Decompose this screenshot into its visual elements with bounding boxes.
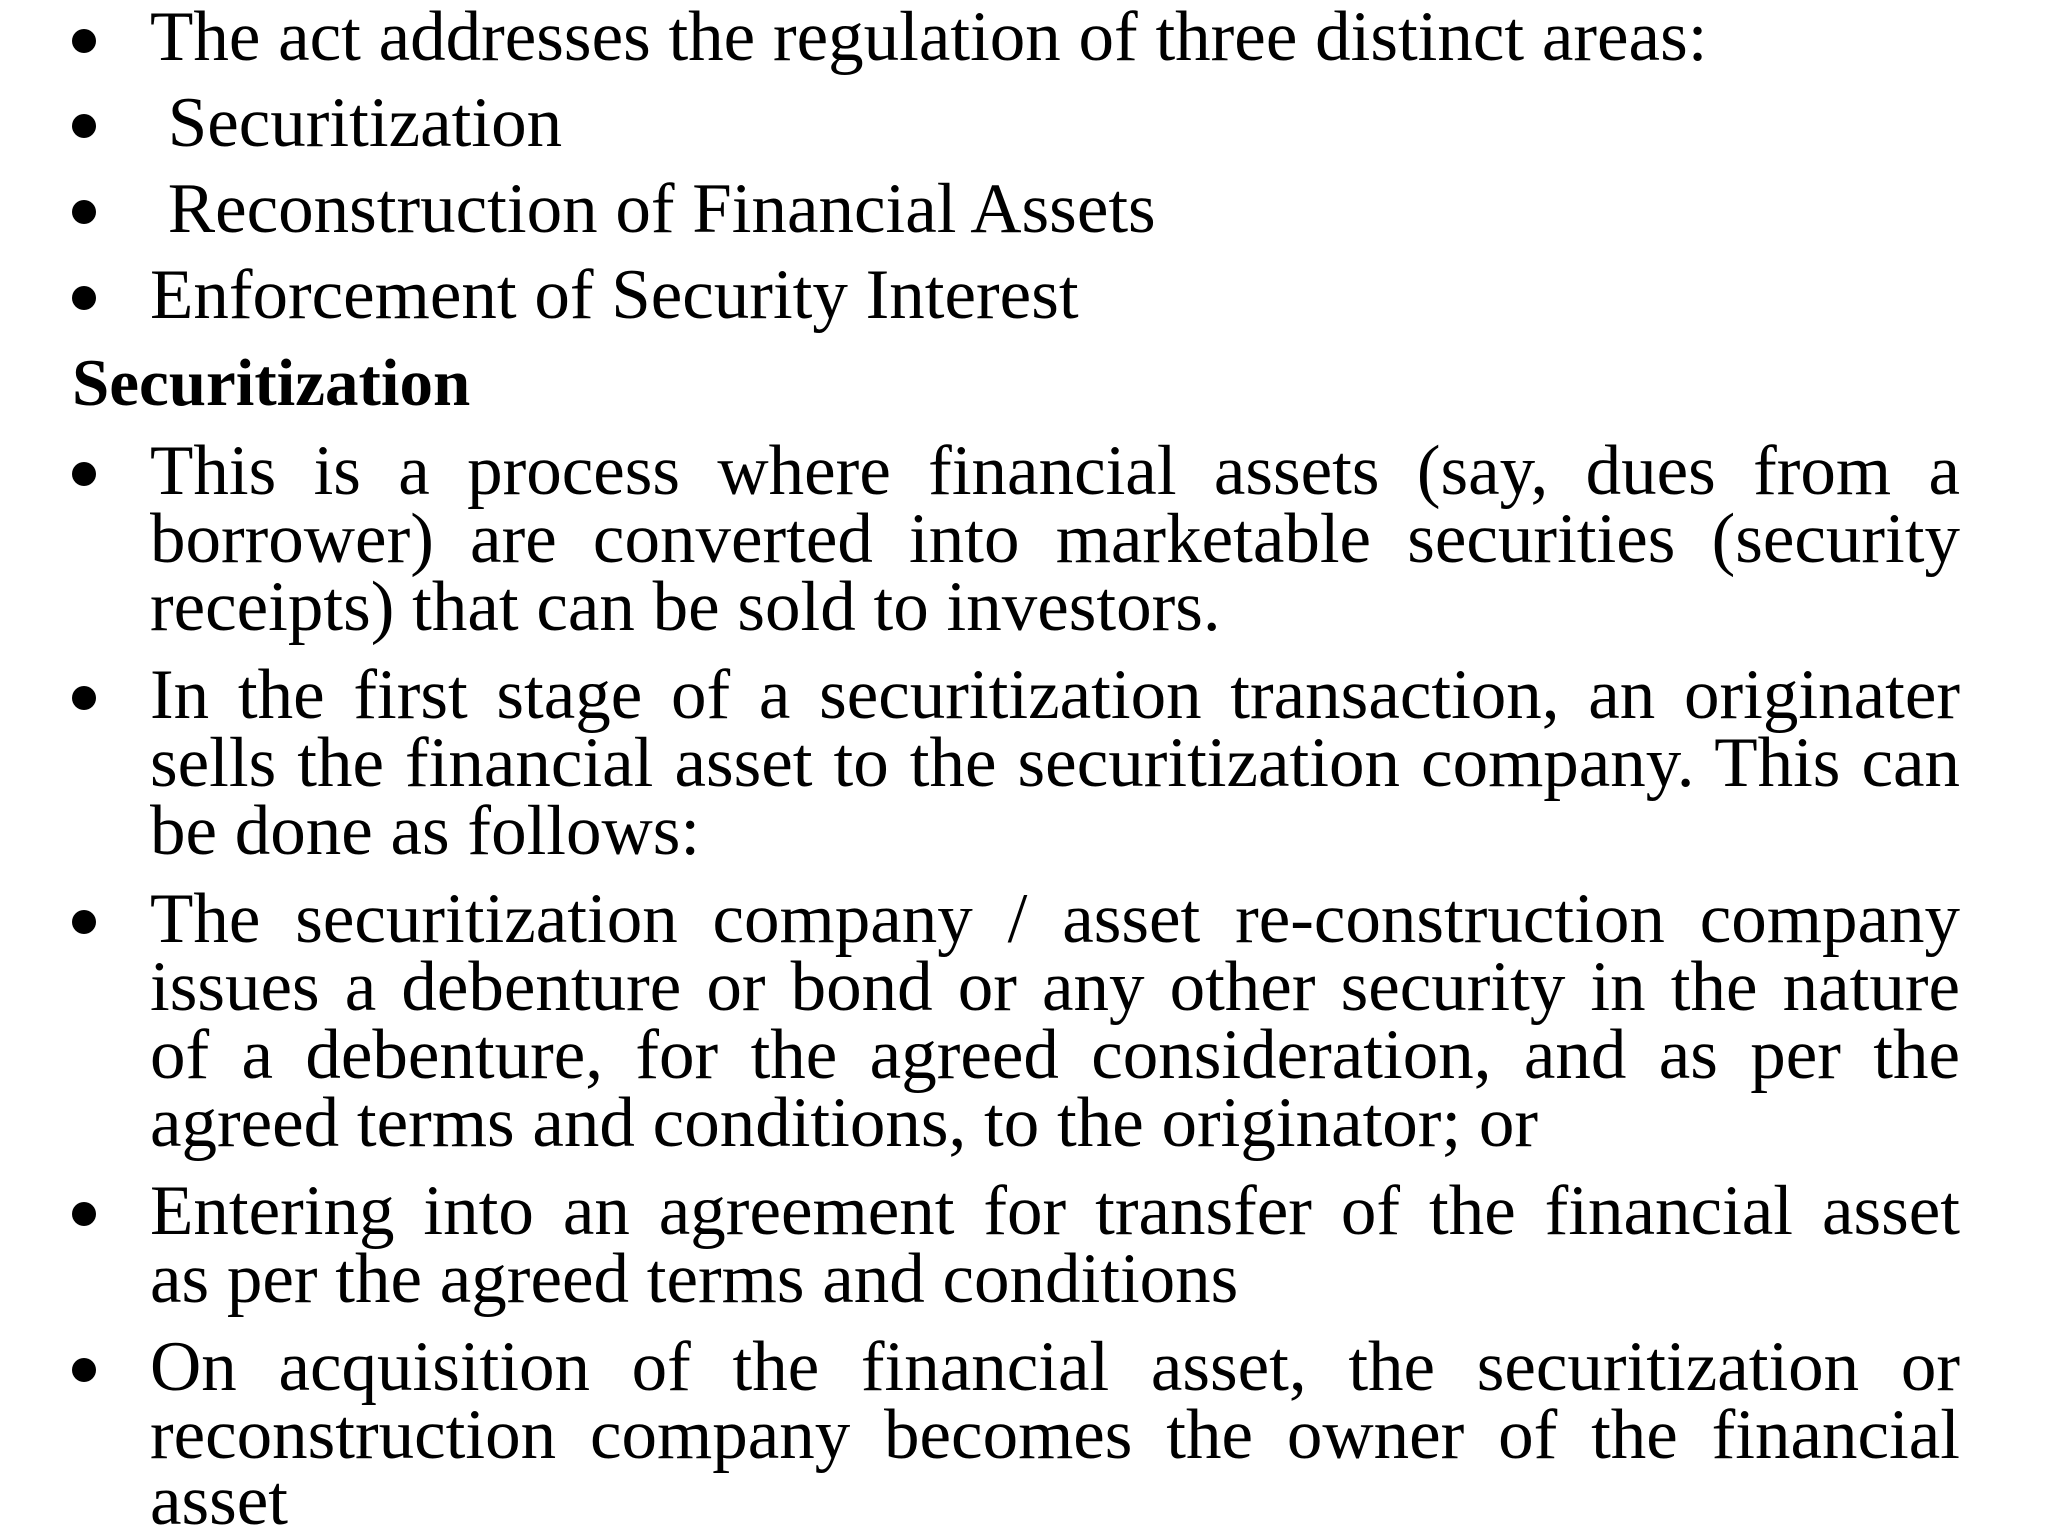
- bullet-icon: [72, 686, 96, 710]
- bullet-line: This is a process where financial assets (say, dues from a: [150, 432, 1960, 510]
- bullet-line: as per the agreed terms and conditions: [150, 1240, 1239, 1318]
- bullet-line: reconstruction company becomes the owner of the financial: [150, 1396, 1960, 1474]
- section-heading: Securitization: [72, 346, 471, 420]
- bullet-line: receipts) that can be sold to investors.: [150, 568, 1221, 646]
- bullet-line: On acquisition of the financial asset, the securitization or: [150, 1328, 1960, 1406]
- bullet-icon: [72, 462, 96, 486]
- bullet-icon: [72, 910, 96, 934]
- bullet-line: The securitization company / asset re-construction company: [150, 880, 1960, 958]
- bullet-line: borrower) are converted into marketable securities (security: [150, 500, 1960, 578]
- bullet-line: agreed terms and conditions, to the originator; or: [150, 1084, 1539, 1162]
- bullet-line: sells the financial asset to the securitization company. This can: [150, 724, 1960, 802]
- bullet-icon: [72, 29, 96, 53]
- intro-item: Securitization: [150, 84, 563, 162]
- bullet-icon: [72, 114, 96, 138]
- bullet-line: issues a debenture or bond or any other security in the nature: [150, 948, 1960, 1026]
- bullet-line: In the first stage of a securitization transaction, an originater: [150, 656, 1960, 734]
- bullet-icon: [72, 1358, 96, 1382]
- bullet-icon: [72, 200, 96, 224]
- intro-item: The act addresses the regulation of three distinct areas:: [150, 0, 1708, 76]
- bullet-line: Entering into an agreement for transfer of the financial asset: [150, 1172, 1960, 1250]
- bullet-icon: [72, 1202, 96, 1226]
- bullet-line: asset: [150, 1462, 289, 1540]
- intro-item: Enforcement of Security Interest: [150, 256, 1079, 334]
- bullet-line: be done as follows:: [150, 792, 701, 870]
- bullet-icon: [72, 286, 96, 310]
- intro-item: Reconstruction of Financial Assets: [150, 170, 1156, 248]
- bullet-line: of a debenture, for the agreed consideration, and as per the: [150, 1016, 1960, 1094]
